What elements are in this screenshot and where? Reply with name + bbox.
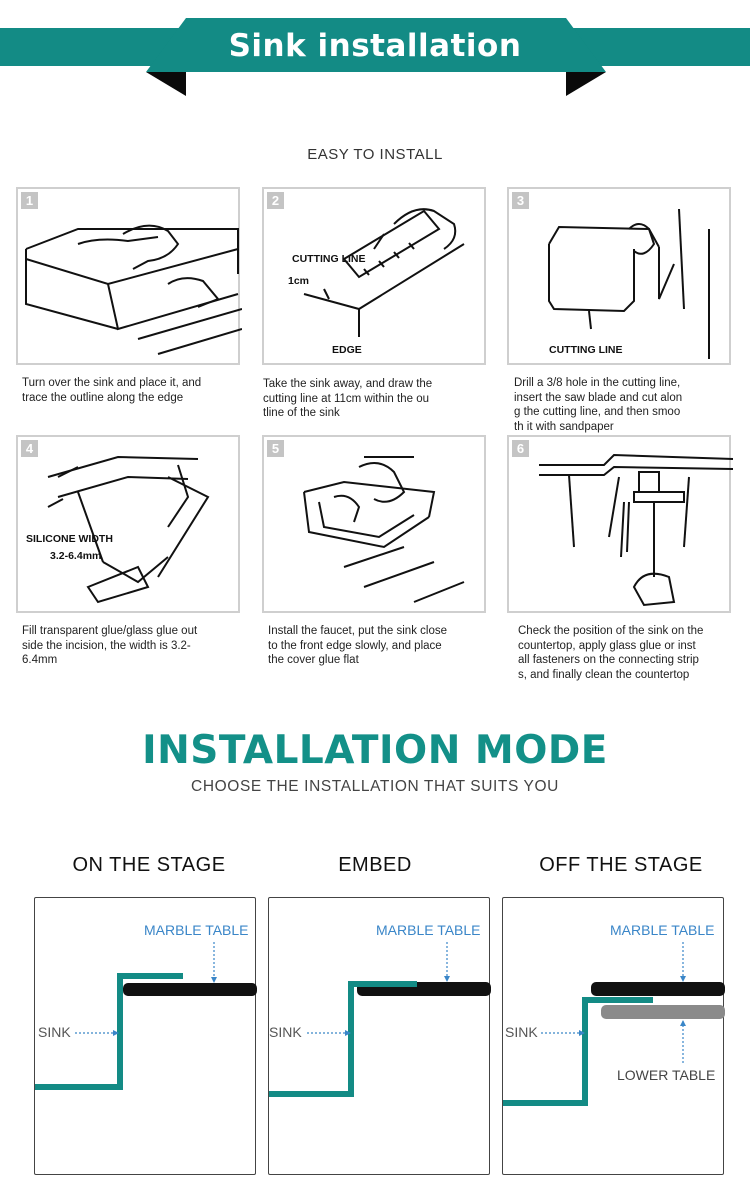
step-6-line: all fasteners on the connecting strip [518, 654, 699, 666]
lower-table-label: LOWER TABLE [617, 1067, 716, 1083]
installation-mode-title: INSTALLATION MODE [142, 728, 608, 773]
marble-table-label: MARBLE TABLE [144, 922, 249, 938]
step-4-number: 4 [21, 440, 38, 457]
step-5-description [268, 624, 498, 668]
step-5-illustration [262, 435, 486, 613]
marble-arrow-icon [211, 977, 217, 983]
sink-label: SINK [269, 1024, 302, 1040]
step-5-line: the cover glue flat [268, 654, 359, 666]
step-5-drawing [264, 437, 488, 615]
marble-table-label: MARBLE TABLE [610, 922, 715, 938]
step-5-line: Install the faucet, put the sink close [268, 625, 447, 637]
step-3-number: 3 [512, 192, 529, 209]
step-6-illustration [507, 435, 731, 613]
step-6-line: countertop, apply glass glue or inst [518, 639, 696, 652]
mode-title-off-stage: OFF THE STAGE [539, 854, 703, 876]
header-banner [0, 0, 750, 100]
step-2-line: tline of the sink [263, 407, 340, 419]
diagram-off-stage [502, 897, 724, 1175]
step-4-drawing [18, 437, 242, 615]
step-6-drawing [509, 437, 733, 615]
step-2-illustration [262, 187, 486, 365]
diagram-embed [268, 897, 490, 1175]
mode-title-on-stage: ON THE STAGE [72, 854, 226, 876]
step-2-cutting-line-label: CUTTING LINE [292, 253, 366, 265]
step-4-line: Fill transparent glue/glass glue out [22, 625, 198, 637]
marble-table-label: MARBLE TABLE [376, 922, 481, 938]
step-1-line: trace the outline along the edge [22, 391, 184, 404]
step-6-description [518, 624, 748, 682]
step-6-line: Check the position of the sink on the [518, 625, 704, 637]
mode-title-embed: EMBED [338, 854, 412, 876]
lower-table-bar [601, 1005, 725, 1019]
installation-mode-subtitle: CHOOSE THE INSTALLATION THAT SUITS YOU [191, 778, 559, 795]
step-4-width-label: 3.2-6.4mm [50, 550, 102, 562]
step-6-line: s, and finally clean the countertop [518, 668, 690, 681]
marble-arrow-icon [680, 976, 686, 982]
page-title: Sink installation [228, 28, 522, 64]
sink-label: SINK [38, 1024, 71, 1040]
step-2-description [263, 377, 493, 421]
marble-table-bar [123, 983, 257, 996]
step-2-number: 2 [267, 192, 284, 209]
step-1-line: Turn over the sink and place it, and [22, 377, 202, 389]
step-2-line: cutting line at 11cm within the ou [263, 392, 429, 405]
step-3-line: th it with sandpaper [514, 420, 614, 433]
step-1-drawing [18, 189, 242, 367]
step-4-illustration [16, 435, 240, 613]
step-2-1cm-label: 1cm [288, 275, 310, 287]
step-4-silicone-label: SILICONE WIDTH [26, 533, 113, 545]
step-6-number: 6 [512, 440, 529, 457]
step-3-line: Drill a 3/8 hole in the cutting line, [514, 377, 681, 389]
step-5-number: 5 [267, 440, 284, 457]
step-4-description [22, 624, 252, 668]
step-3-line: insert the saw blade and cut alon [514, 391, 683, 404]
step-4-line: side the incision, the width is 3.2- [22, 639, 191, 652]
step-1-number: 1 [21, 192, 38, 209]
step-1-description [22, 376, 252, 405]
step-3-drawing [509, 189, 733, 367]
step-2-edge-label: EDGE [332, 344, 362, 356]
step-3-illustration [507, 187, 731, 365]
step-3-description [514, 376, 744, 434]
step-3-line: g the cutting line, and then smoo [514, 406, 681, 418]
step-5-line: to the front edge slowly, and place [268, 639, 442, 652]
marble-arrow-icon [444, 976, 450, 982]
step-2-line: Take the sink away, and draw the [263, 378, 433, 390]
lower-table-arrow-icon [680, 1020, 686, 1026]
step-1-illustration [16, 187, 240, 365]
diagram-embed-drawing [269, 898, 491, 1176]
step-3-cutting-line-label: CUTTING LINE [549, 344, 623, 356]
sink-label: SINK [505, 1024, 538, 1040]
diagram-on-stage [34, 897, 256, 1175]
easy-install-subtitle: EASY TO INSTALL [307, 146, 443, 163]
marble-table-bar [591, 982, 725, 996]
step-4-line: 6.4mm [22, 654, 58, 666]
